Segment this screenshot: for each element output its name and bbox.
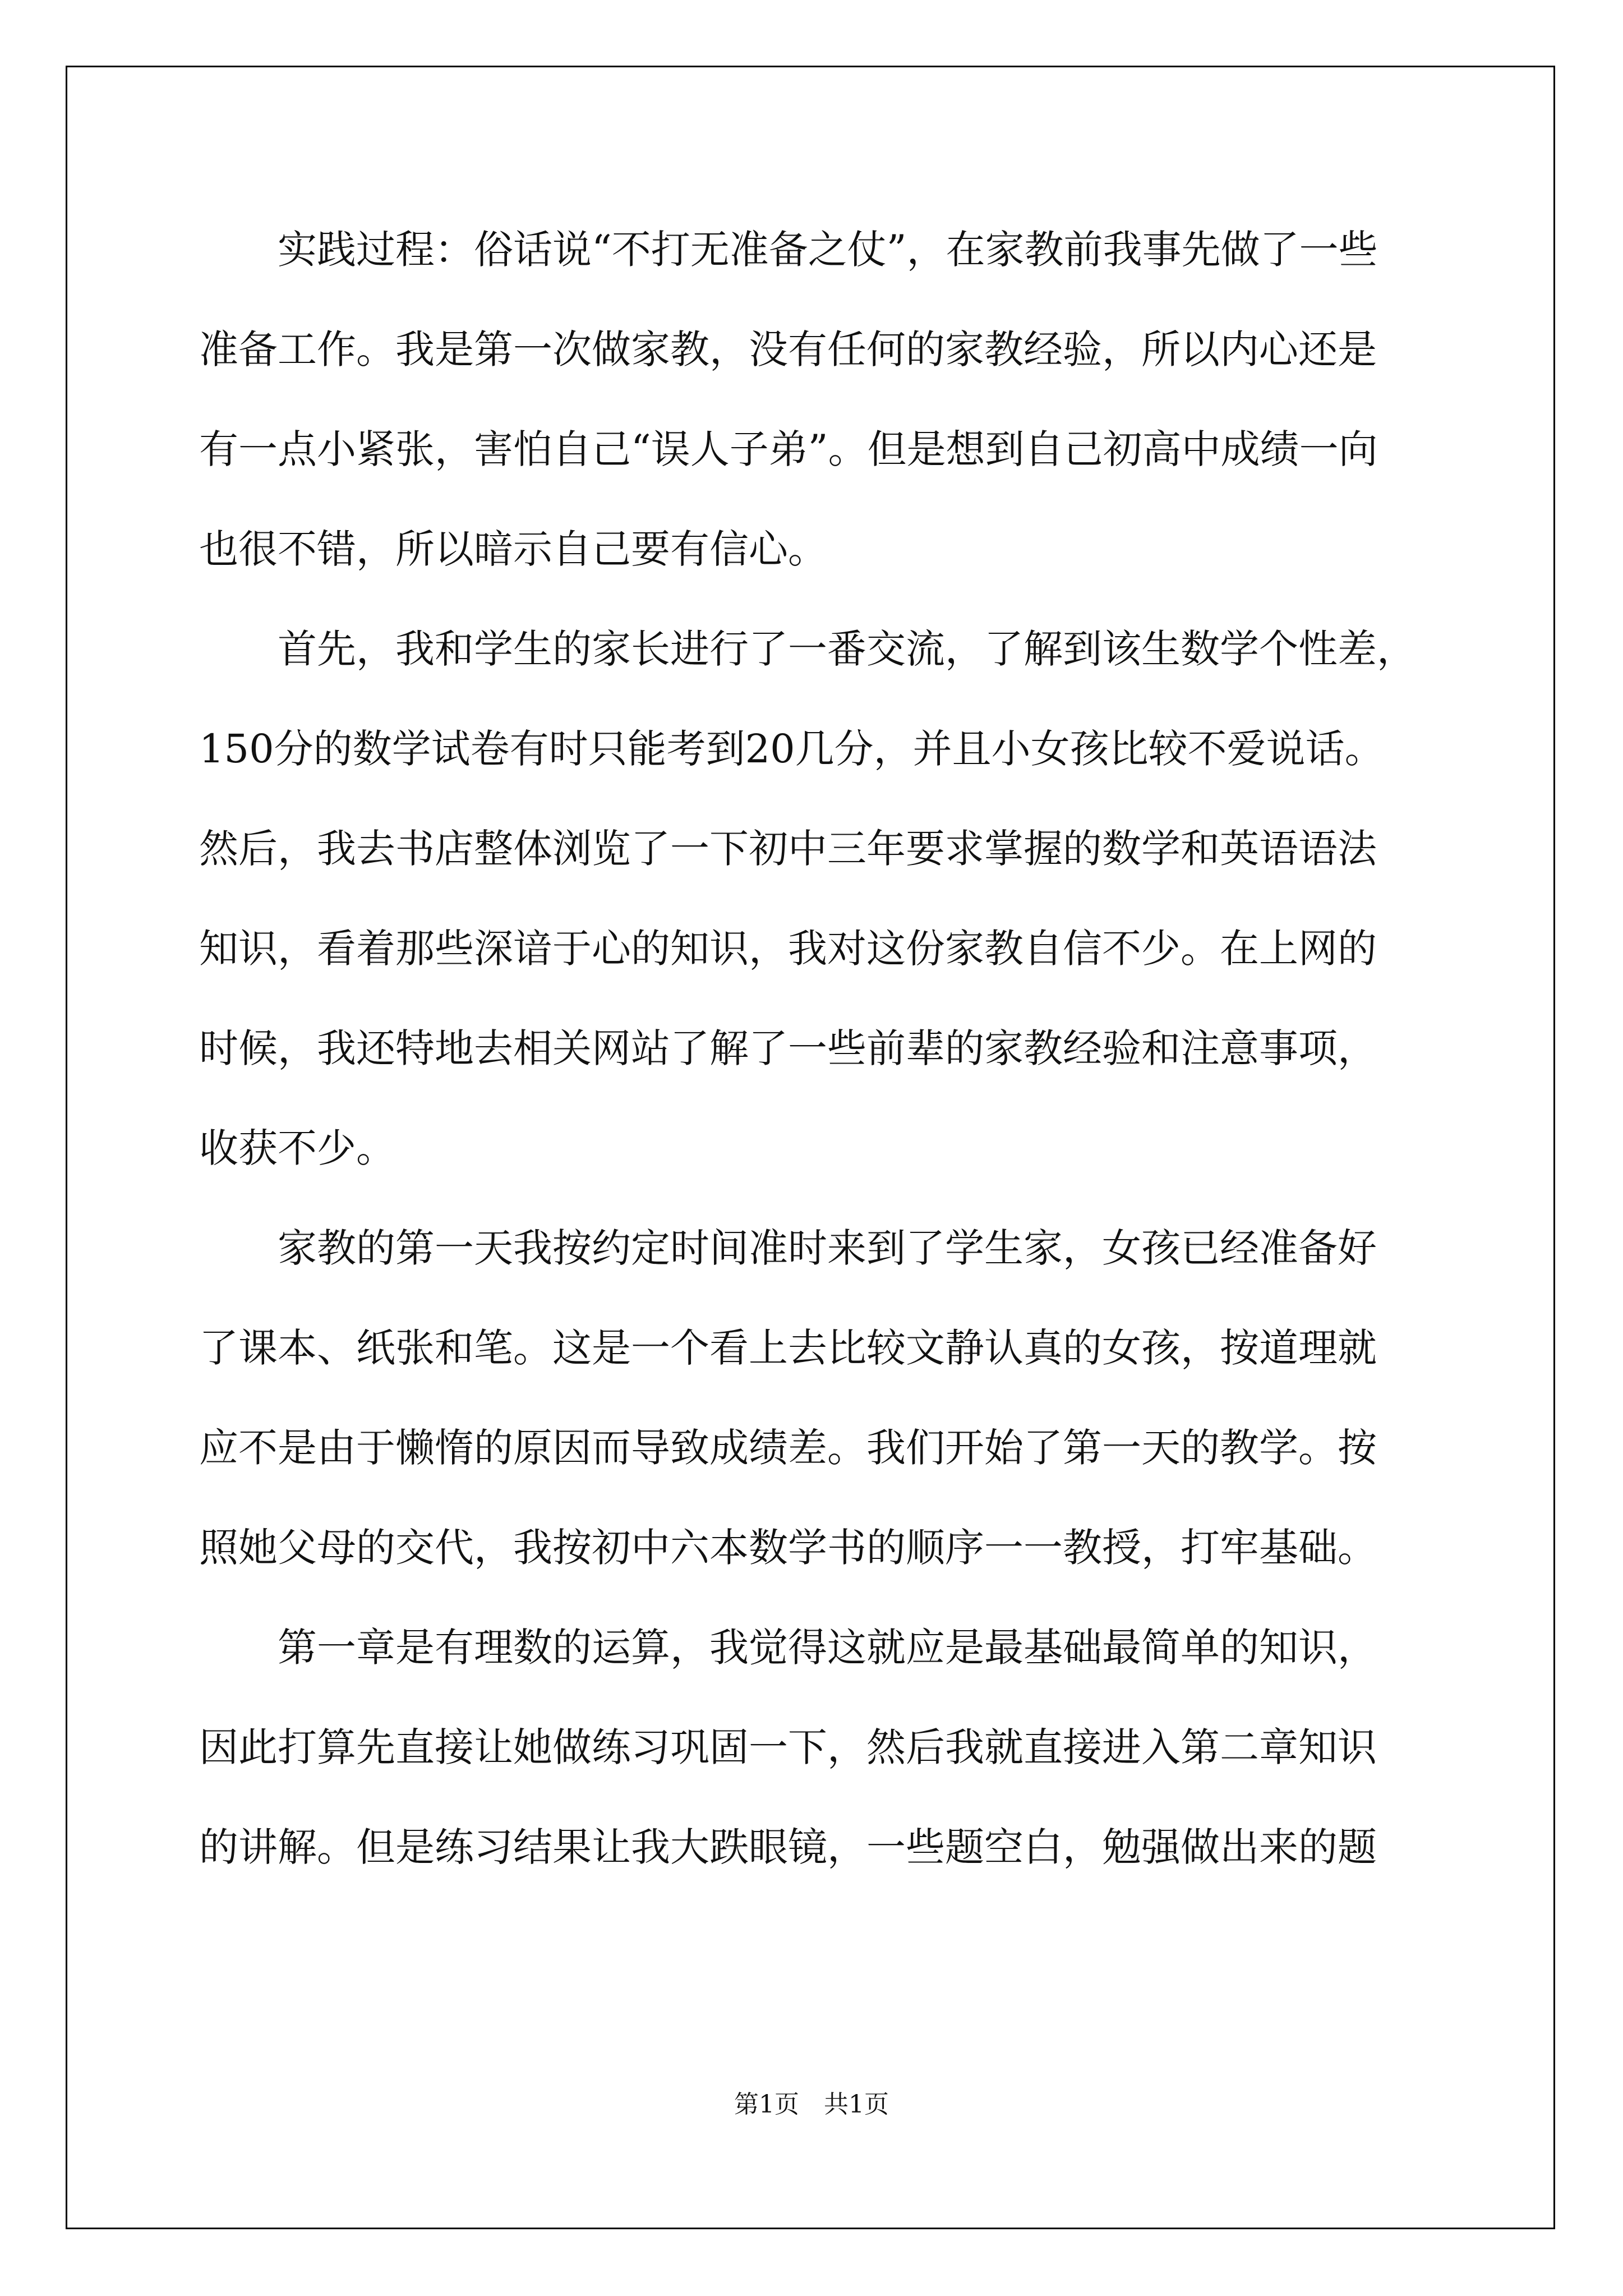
- page-footer: 第1页 共1页: [734, 2090, 889, 2119]
- text-line: 照她父母的交代，我按初中六本数学书的顺序一一教授，打牢基础。: [199, 1525, 1377, 1571]
- paragraph-3: [199, 1212, 1478, 1611]
- text-line: 收获不少。: [199, 1125, 395, 1171]
- text-line: 首先，我和学生的家长进行了一番交流，了解到该生数学个性差，: [199, 626, 1416, 672]
- text-line: 家教的第一天我按约定时间准时来到了学生家，女孩已经准备好: [199, 1225, 1377, 1271]
- text-line: 时候，我还特地去相关网站了解了一些前辈的家教经验和注意事项，: [199, 1025, 1377, 1071]
- document-body: [199, 213, 1478, 1911]
- text-line: 也很不错，所以暗示自己要有信心。: [199, 526, 827, 572]
- text-line: 因此打算先直接让她做练习巩固一下，然后我就直接进入第二章知识: [199, 1724, 1377, 1770]
- paragraph-4: [199, 1611, 1478, 1911]
- text-line: 了课本、纸张和笔。这是一个看上去比较文静认真的女孩，按道理就: [199, 1325, 1377, 1371]
- text-line: 实践过程：俗话说“不打无准备之仗”，在家教前我事先做了一些: [199, 227, 1378, 273]
- text-line: 的讲解。但是练习结果让我大跌眼镜，一些题空白，勉强做出来的题: [199, 1824, 1377, 1870]
- paragraph-1: [199, 213, 1478, 613]
- paragraph-2: [199, 613, 1478, 1212]
- text-line: 然后，我去书店整体浏览了一下初中三年要求掌握的数学和英语语法: [199, 826, 1377, 872]
- text-line: 知识，看着那些深谙于心的知识，我对这份家教自信不少。在上网的: [199, 926, 1377, 972]
- text-line: 准备工作。我是第一次做家教，没有任何的家教经验，所以内心还是: [199, 326, 1377, 372]
- text-line: 应不是由于懒惰的原因而导致成绩差。我们开始了第一天的教学。按: [199, 1425, 1377, 1471]
- text-line: 有一点小紧张，害怕自己“误人子弟”。但是想到自己初高中成绩一向: [199, 426, 1378, 472]
- text-line: 150分的数学试卷有时只能考到20几分，并且小女孩比较不爱说话。: [199, 726, 1384, 772]
- text-line: 第一章是有理数的运算，我觉得这就应是最基础最简单的知识，: [199, 1625, 1377, 1671]
